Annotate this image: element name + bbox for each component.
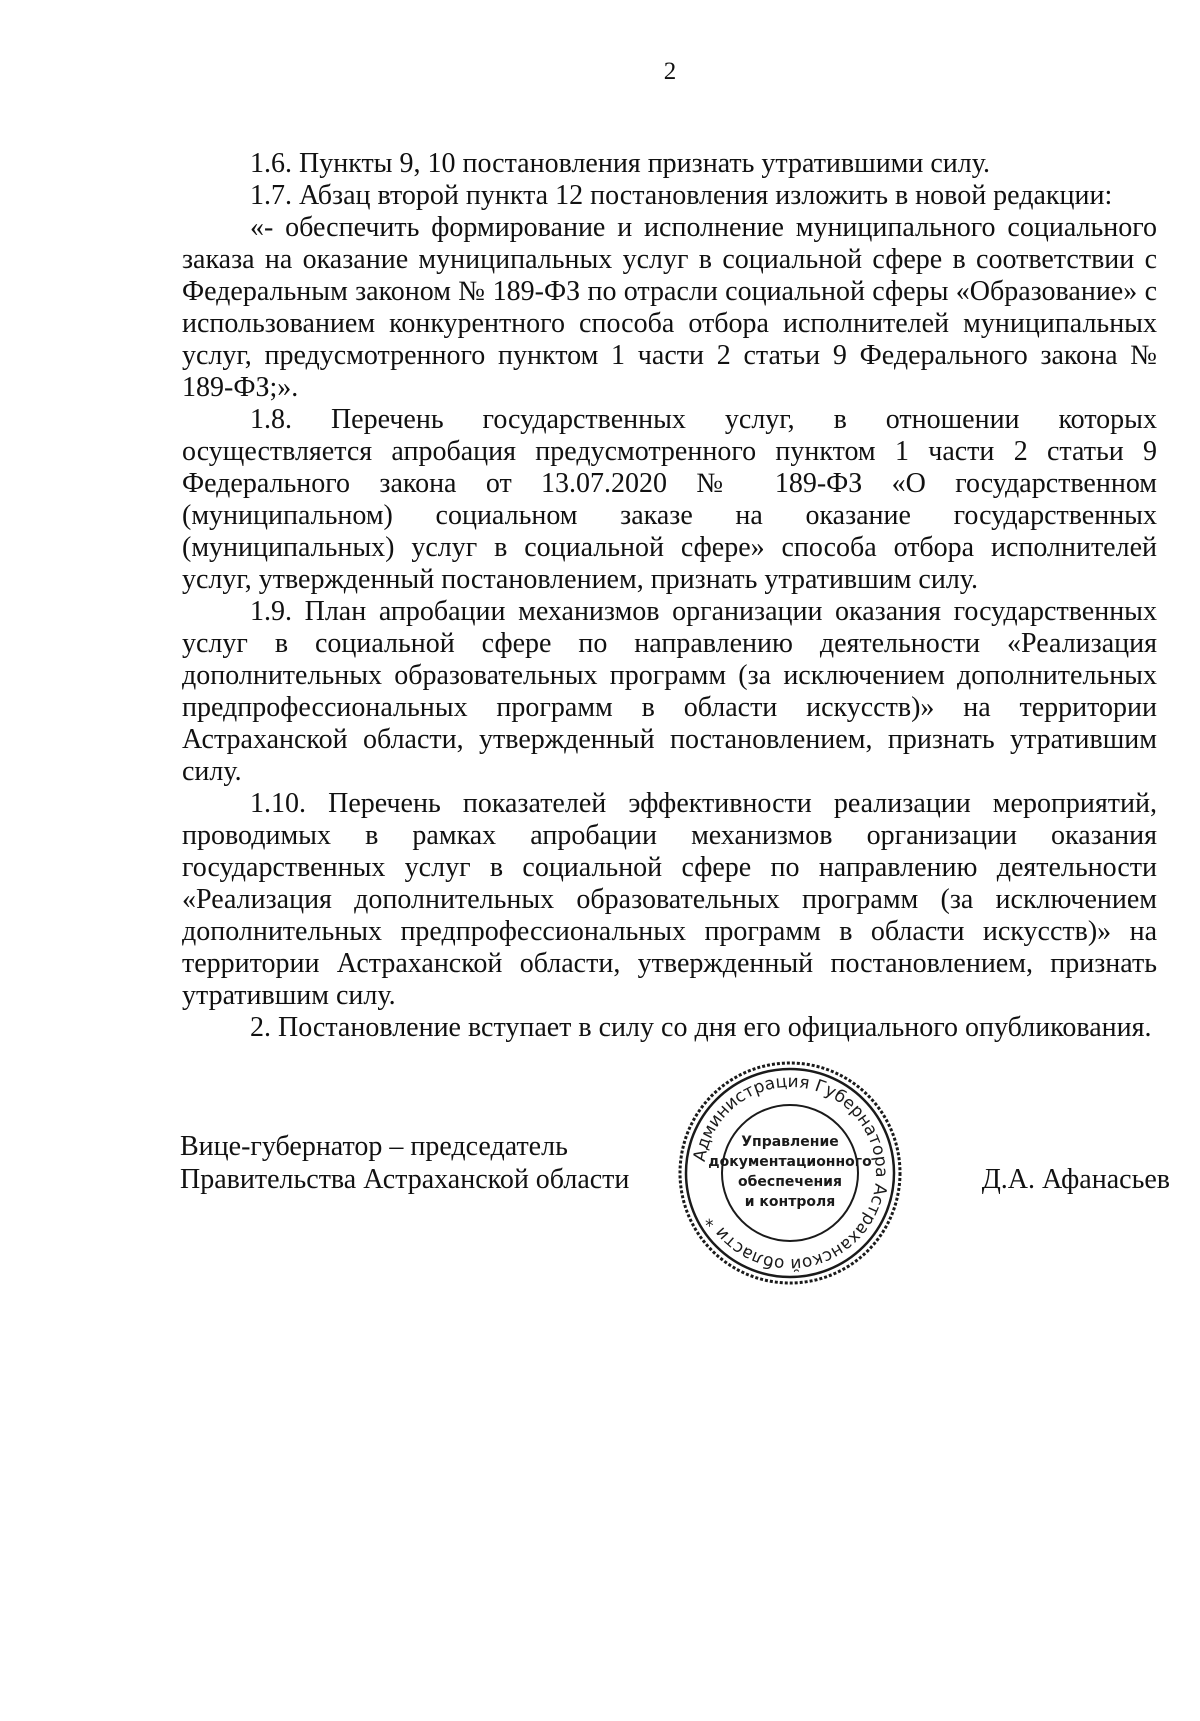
stamp-center-line-3: обеспечения: [738, 1174, 842, 1190]
paragraph-1-10: 1.10. Перечень показателей эффективности реализации мероприятий, проводимых в рамках апробации механизмов организации оказания государственных услуг в социальной сфере по направлению деятельности «Реализация дополнительных образовательных программ (за исключением дополнительных предпрофессиональных программ в области искусств)» на территории Астраханской области, утвержденный постановлением, признать утратившим силу.: [182, 788, 1157, 1011]
signature-block: [180, 1071, 1170, 1330]
stamp-center-line-1: Управление: [741, 1134, 839, 1150]
paragraph-1-6: 1.6. Пункты 9, 10 постановления признать утратившими силу.: [250, 148, 990, 179]
stamp-center-line-2: документационного: [708, 1154, 872, 1170]
paragraph-1-9: 1.9. План апробации механизмов организации оказания государственных услуг в социальной сфере по направлению деятельности «Реализация дополнительных образовательных программ (за исключением дополнительных предпрофессиональных программ в области искусств)» на территории Астраханской области, утвержденный постановлением, признать утратившим силу.: [182, 596, 1157, 787]
stamp-seal-icon: [675, 1058, 905, 1288]
signatory-name: Д.А. Афанасьев: [981, 1164, 1170, 1195]
signatory-title-line-1: Вице-губернатор – председатель: [180, 1131, 568, 1162]
stamp-ring-text: Администрация Губернатора Астраханской области *: [689, 1071, 892, 1275]
signatory-title: [180, 1130, 629, 1196]
paragraph-1-8: 1.8. Перечень государственных услуг, в отношении которых осуществляется апробация предусмотренного пунктом 1 части 2 статьи 9 Федерального закона от 13.07.2020 № 189-ФЗ «О государственном (муниципальном) социальном заказе на оказание государственных (муниципальных) услуг в социальной сфере» способа отбора исполнителей услуг, утвержденный постановлением, признать утратившим силу.: [182, 404, 1157, 595]
official-stamp: [675, 1058, 905, 1288]
paragraph-1-7-quote: «- обеспечить формирование и исполнение муниципального социального заказа на оказание муниципальных услуг в социальной сфере в соответствии с Федеральным законом № 189-ФЗ по отрасли социальной сферы «Образование» с использованием конкурентного способа отбора исполнителей муниципальных услуг, предусмотренного пунктом 1 части 2 статьи 9 Федерального закона № 189-ФЗ;».: [182, 212, 1157, 403]
signatory-title-line-2: Правительства Астраханской области: [180, 1164, 630, 1195]
paragraph-1-7: 1.7. Абзац второй пункта 12 постановления изложить в новой редакции:: [250, 180, 1113, 211]
stamp-center-line-4: и контроля: [744, 1194, 836, 1210]
document-body: [182, 148, 1157, 1044]
paragraph-2: 2. Постановление вступает в силу со дня его официального опубликования.: [250, 1012, 1152, 1043]
page-number: 2: [663, 58, 677, 85]
